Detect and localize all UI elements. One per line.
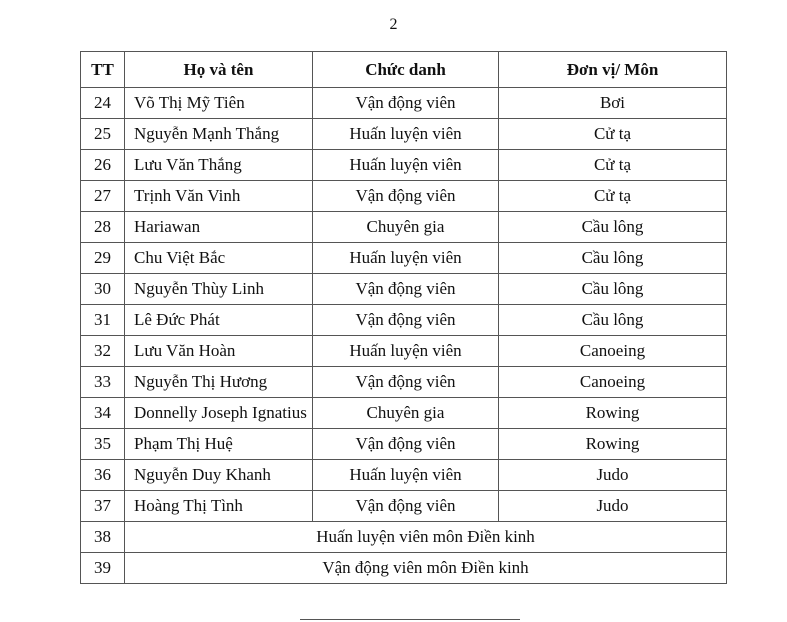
row-number: 25 (81, 119, 125, 150)
unit-sport: Bơi (499, 88, 727, 119)
unit-sport: Canoeing (499, 336, 727, 367)
header-name: Họ và tên (125, 52, 313, 88)
job-title: Huấn luyện viên (313, 460, 499, 491)
table-header-row (81, 52, 727, 88)
job-title: Vận động viên (313, 429, 499, 460)
unit-sport: Cầu lông (499, 305, 727, 336)
person-name: Donnelly Joseph Ignatius (125, 398, 313, 429)
person-name: Lưu Văn Thắng (125, 150, 313, 181)
unit-sport: Canoeing (499, 367, 727, 398)
table-row-merged (81, 553, 727, 584)
job-title: Vận động viên (313, 367, 499, 398)
job-title: Vận động viên (313, 88, 499, 119)
page-number: 2 (389, 16, 398, 33)
personnel-table (80, 51, 727, 584)
row-number: 29 (81, 243, 125, 274)
table-row (81, 150, 727, 181)
person-name: Trịnh Văn Vinh (125, 181, 313, 212)
table-row (81, 367, 727, 398)
job-title: Chuyên gia (313, 212, 499, 243)
footer-line (300, 619, 520, 620)
table-body (81, 88, 727, 584)
row-number: 30 (81, 274, 125, 305)
person-name: Nguyễn Thùy Linh (125, 274, 313, 305)
job-title: Vận động viên (313, 491, 499, 522)
job-title: Vận động viên (313, 274, 499, 305)
merged-description: Vận động viên môn Điền kinh (125, 553, 727, 584)
table-row (81, 243, 727, 274)
person-name: Võ Thị Mỹ Tiên (125, 88, 313, 119)
unit-sport: Cử tạ (499, 119, 727, 150)
row-number: 24 (81, 88, 125, 119)
table-row (81, 429, 727, 460)
row-number: 32 (81, 336, 125, 367)
table-row (81, 305, 727, 336)
job-title: Chuyên gia (313, 398, 499, 429)
unit-sport: Judo (499, 491, 727, 522)
table-row (81, 88, 727, 119)
unit-sport: Rowing (499, 398, 727, 429)
person-name: Nguyễn Mạnh Thắng (125, 119, 313, 150)
header-tt: TT (81, 52, 125, 88)
table-row (81, 460, 727, 491)
row-number: 27 (81, 181, 125, 212)
row-number: 31 (81, 305, 125, 336)
person-name: Nguyễn Thị Hương (125, 367, 313, 398)
table-row-merged (81, 522, 727, 553)
merged-description: Huấn luyện viên môn Điền kinh (125, 522, 727, 553)
row-number: 33 (81, 367, 125, 398)
person-name: Hoàng Thị Tình (125, 491, 313, 522)
table-row (81, 119, 727, 150)
person-name: Nguyễn Duy Khanh (125, 460, 313, 491)
person-name: Lưu Văn Hoàn (125, 336, 313, 367)
unit-sport: Rowing (499, 429, 727, 460)
table-row (81, 181, 727, 212)
person-name: Phạm Thị Huệ (125, 429, 313, 460)
header-unit: Đơn vị/ Môn (499, 52, 727, 88)
unit-sport: Judo (499, 460, 727, 491)
job-title: Huấn luyện viên (313, 336, 499, 367)
unit-sport: Cầu lông (499, 212, 727, 243)
row-number: 34 (81, 398, 125, 429)
unit-sport: Cầu lông (499, 243, 727, 274)
table-row (81, 336, 727, 367)
row-number: 28 (81, 212, 125, 243)
unit-sport: Cử tạ (499, 150, 727, 181)
unit-sport: Cử tạ (499, 181, 727, 212)
row-number: 26 (81, 150, 125, 181)
table-row (81, 491, 727, 522)
row-number: 39 (81, 553, 125, 584)
row-number: 36 (81, 460, 125, 491)
job-title: Vận động viên (313, 305, 499, 336)
table-row (81, 398, 727, 429)
job-title: Huấn luyện viên (313, 150, 499, 181)
job-title: Huấn luyện viên (313, 119, 499, 150)
table-row (81, 212, 727, 243)
job-title: Vận động viên (313, 181, 499, 212)
person-name: Chu Việt Bắc (125, 243, 313, 274)
job-title: Huấn luyện viên (313, 243, 499, 274)
person-name: Hariawan (125, 212, 313, 243)
header-title: Chức danh (313, 52, 499, 88)
unit-sport: Cầu lông (499, 274, 727, 305)
row-number: 38 (81, 522, 125, 553)
person-name: Lê Đức Phát (125, 305, 313, 336)
table-row (81, 274, 727, 305)
row-number: 35 (81, 429, 125, 460)
row-number: 37 (81, 491, 125, 522)
